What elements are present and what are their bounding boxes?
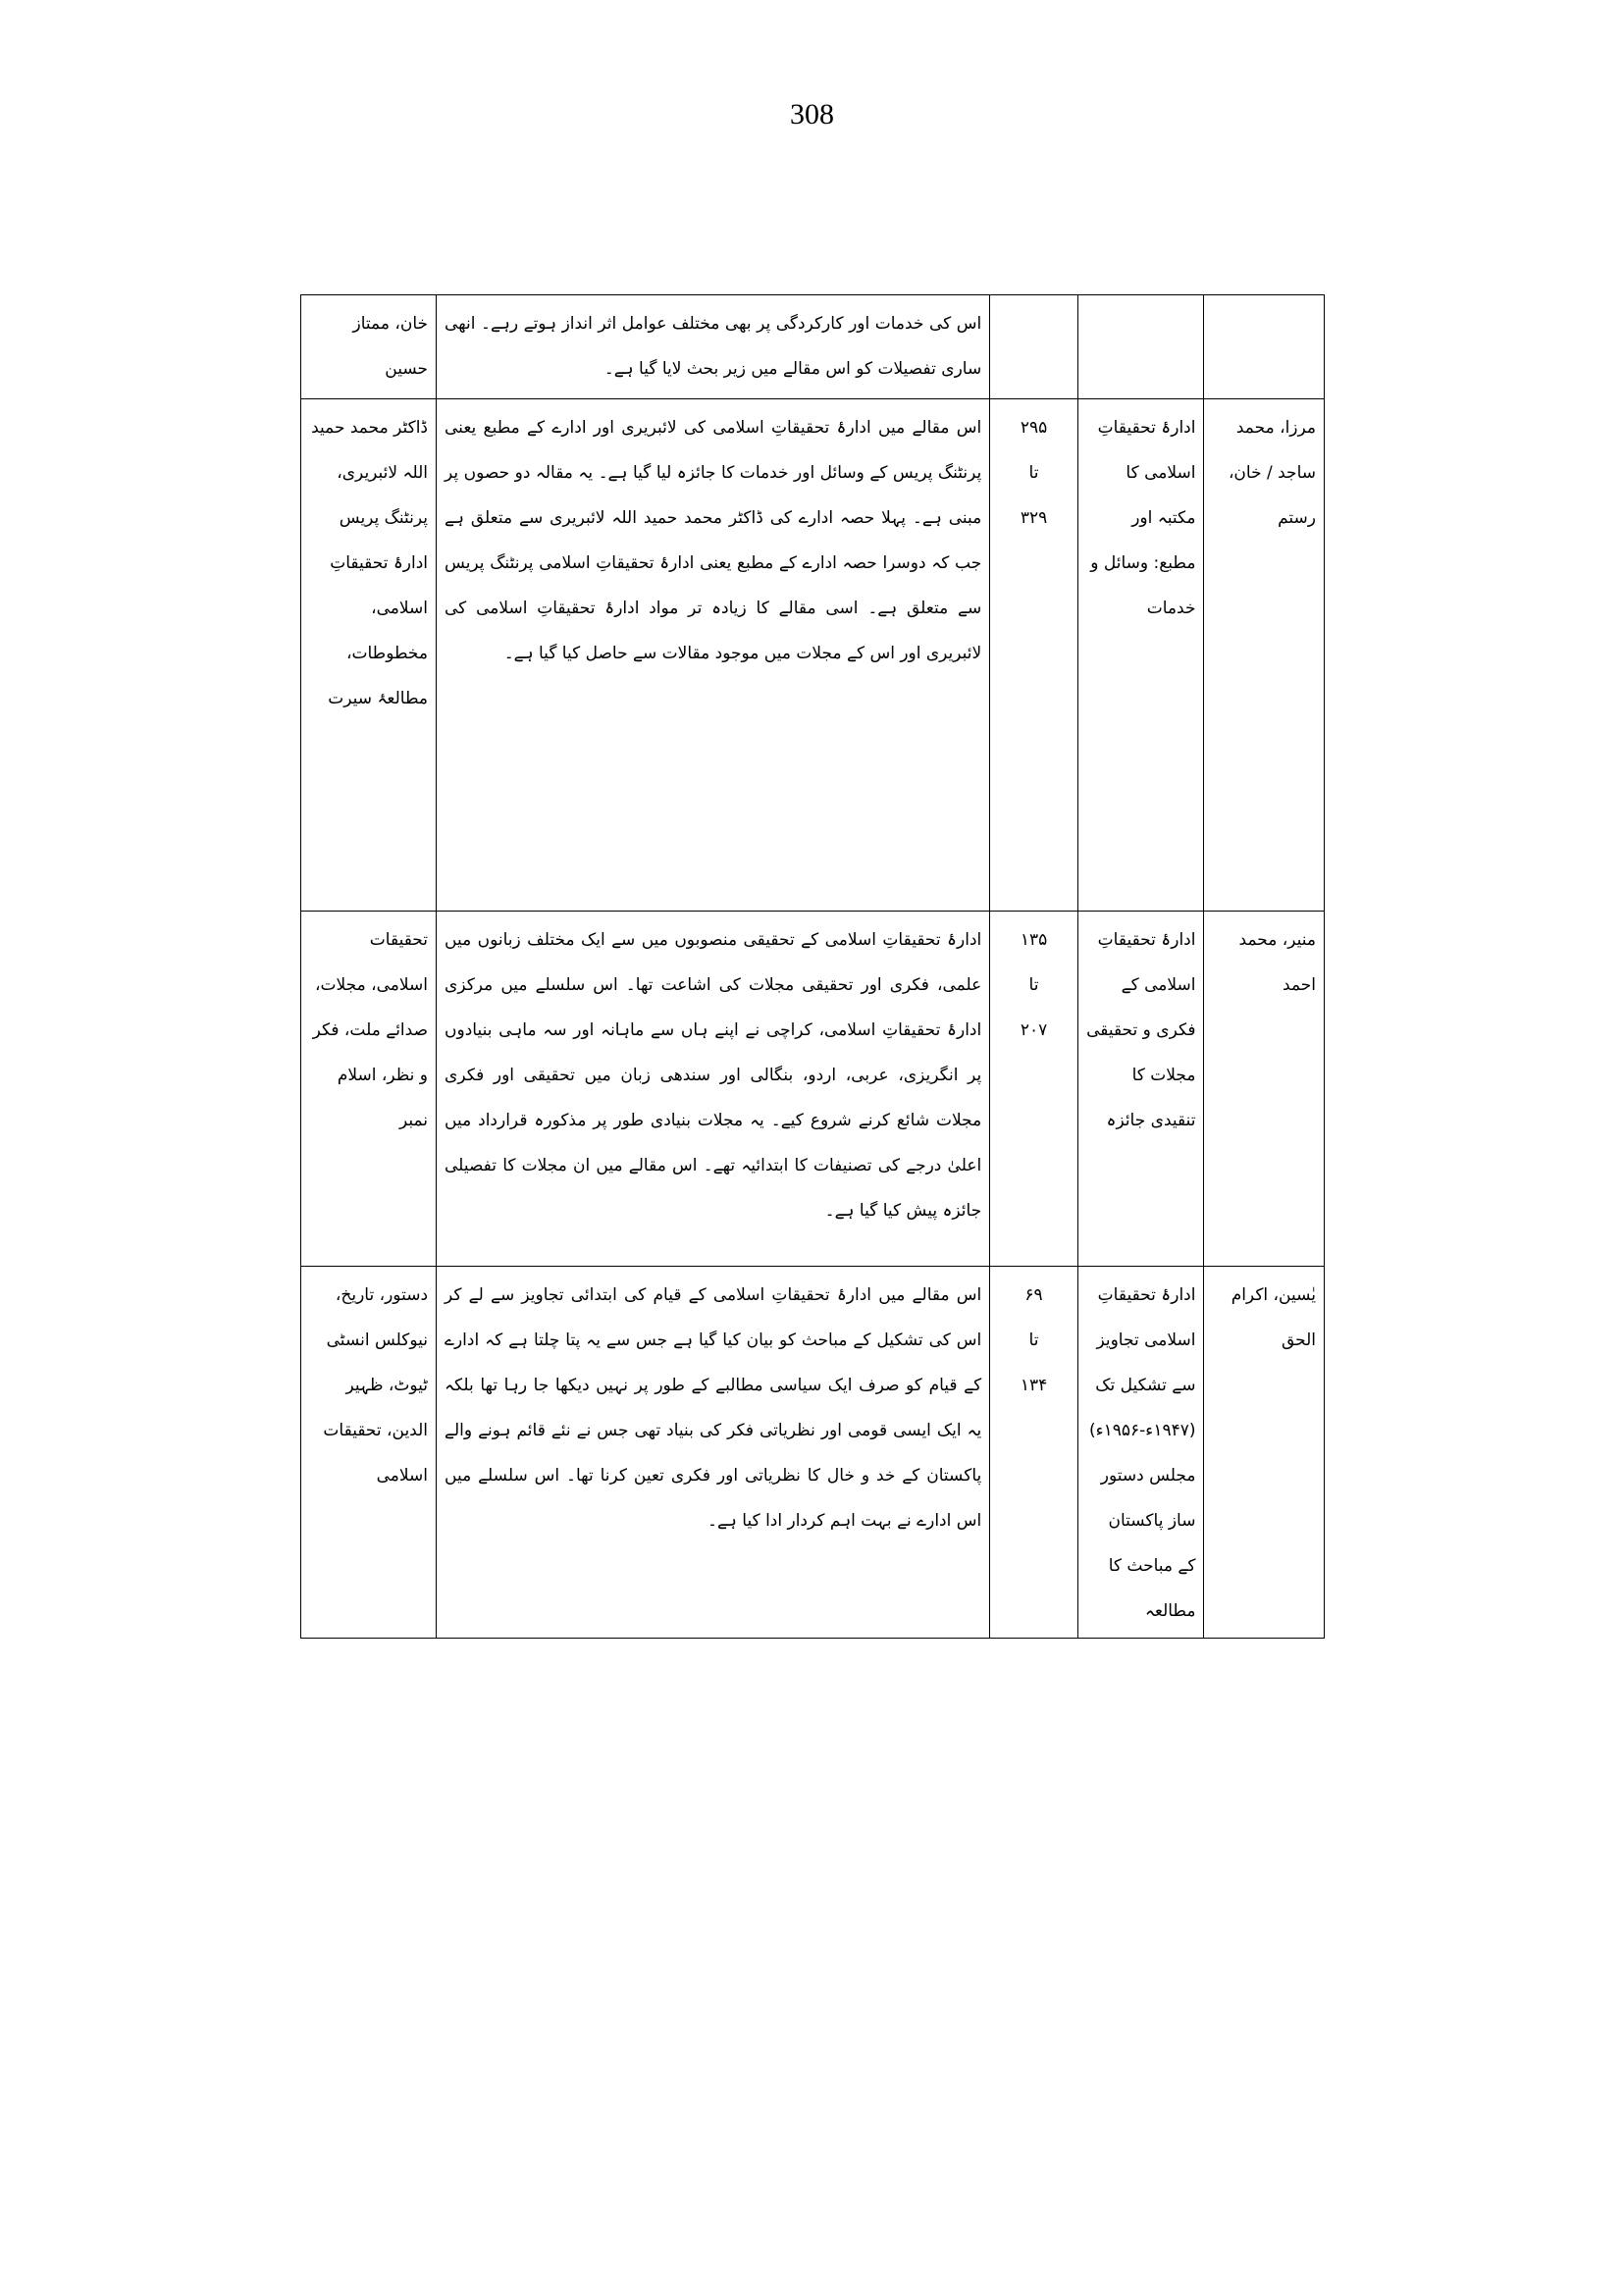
table-row [301,1267,1325,1639]
pages-cell [990,295,1078,399]
title-cell [1077,295,1204,399]
keywords-cell: ڈاکٹر محمد حمید اللہ لائبریری، پرنٹنگ پریس ادارۂ تحقیقاتِ اسلامی، مخطوطات، مطالعۂ سیرت [301,399,437,912]
pages-cell [990,912,1078,1267]
author-cell: یٰسین، اکرام الحق [1204,1267,1325,1639]
pages-to: ۱۳۴ [1020,1376,1048,1395]
pages-to: ۳۲۹ [1020,508,1048,528]
table-row [301,912,1325,1267]
author-cell: منیر، محمد احمد [1204,912,1325,1267]
table-row [301,399,1325,912]
pages-cell [990,399,1078,912]
keywords-cell: خان، ممتاز حسین [301,295,437,399]
title-cell: ادارۂ تحقیقاتِ اسلامی تجاویز سے تشکیل تک (۱۹۴۷ء-۱۹۵۶ء) مجلس دستور ساز پاکستان کے مباحث کا مطالعہ [1077,1267,1204,1639]
title-cell: ادارۂ تحقیقاتِ اسلامی کے فکری و تحقیقی مجلات کا تنقیدی جائزہ [1077,912,1204,1267]
title-cell: ادارۂ تحقیقاتِ اسلامی کا مکتبہ اور مطبع: وسائل و خدمات [1077,399,1204,912]
page-number: 308 [790,98,834,130]
keywords-cell: دستور، تاریخ، نیوکلس انسٹی ٹیوٹ، ظہیر الدین، تحقیقات اسلامی [301,1267,437,1639]
pages-from: ۱۳۵ [1020,930,1048,950]
summary-cell: ادارۂ تحقیقاتِ اسلامی کے تحقیقی منصوبوں میں سے ایک مختلف زبانوں میں علمی، فکری اور تحقیقی مجلات کی اشاعت تھا۔ اس سلسلے میں مرکزی ادارۂ تحقیقاتِ اسلامی، کراچی نے اپنے ہاں سے ماہانہ اور سہ ماہی بنیادوں پر انگریزی، عربی، اردو، بنگالی اور سندھی زبان میں تحقیقی اور فکری مجلات شائع کرنے شروع کیے۔ یہ مجلات بنیادی طور پر مذکورہ قرارداد میں اعلیٰ درجے کی تصنیفات کا ابتدائیہ تھے۔ اس مقالے میں ان مجلات کا تفصیلی جائزہ پیش کیا گیا ہے۔ [437,912,990,1267]
pages-separator: تا [1028,1330,1039,1350]
keywords-cell: تحقیقات اسلامی، مجلات، صدائے ملت، فکر و نظر، اسلام نمبر [301,912,437,1267]
summary-cell: اس کی خدمات اور کارکردگی پر بھی مختلف عوامل اثر انداز ہوتے رہے۔ انھی ساری تفصیلات کو اس مقالے میں زیر بحث لایا گیا ہے۔ [437,295,990,399]
pages-separator: تا [1028,975,1039,995]
summary-cell: اس مقالے میں ادارۂ تحقیقاتِ اسلامی کی لائبریری اور ادارے کے مطبع یعنی پرنٹنگ پریس کے وسائل اور خدمات کا جائزہ لیا گیا ہے۔ یہ مقالہ دو حصوں پر مبنی ہے۔ پہلا حصہ ادارے کی ڈاکٹر محمد حمید اللہ لائبریری سے متعلق ہے جب کہ دوسرا حصہ ادارے کے مطبع یعنی ادارۂ تحقیقاتِ اسلامی پرنٹنگ پریس سے متعلق ہے۔ اسی مقالے کا زیادہ تر مواد ادارۂ تحقیقاتِ اسلامی کی لائبریری اور اس کے مجلات میں موجود مقالات سے حاصل کیا گیا ہے۔ [437,399,990,912]
author-cell [1204,295,1325,399]
bibliography-table [300,294,1325,1639]
table-row [301,295,1325,399]
summary-cell: اس مقالے میں ادارۂ تحقیقاتِ اسلامی کے قیام کی ابتدائی تجاویز سے لے کر اس کی تشکیل کے مباحث کو بیان کیا گیا ہے جس سے یہ پتا چلتا ہے کہ ادارے کے قیام کو صرف ایک سیاسی مطالبے کے طور پر نہیں دیکھا جا رہا تھا بلکہ یہ ایک ایسی قومی اور نظریاتی فکر کی بنیاد تھی جس نے نئے قائم ہونے والے پاکستان کے خد و خال کا نظریاتی اور فکری تعین کرنا تھا۔ اس سلسلے میں اس ادارے نے بہت اہم کردار ادا کیا ہے۔ [437,1267,990,1639]
pages-separator: تا [1028,463,1039,483]
pages-to: ۲۰۷ [1020,1020,1048,1040]
pages-cell [990,1267,1078,1639]
author-cell: مرزا، محمد ساجد / خان، رستم [1204,399,1325,912]
pages-from: ۲۹۵ [1020,418,1048,438]
pages-from: ۶۹ [1024,1285,1043,1305]
